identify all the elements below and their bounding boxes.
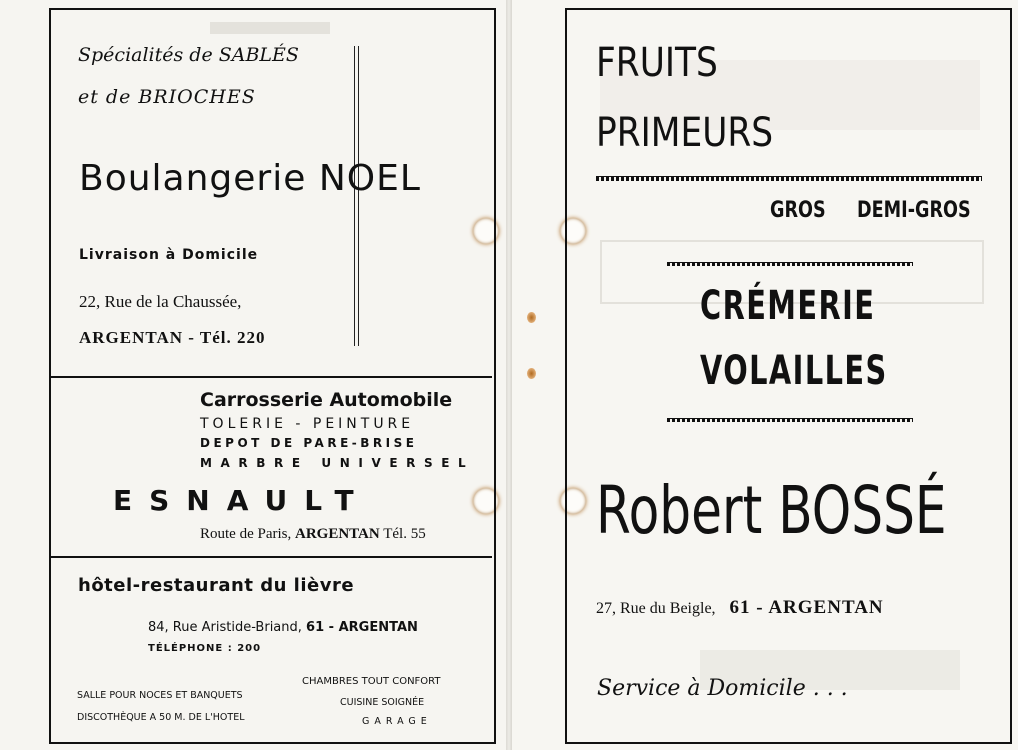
- wavy-divider: [596, 176, 982, 181]
- esnault-marbre-text: MARBRE UNIVERSEL: [200, 456, 475, 470]
- esnault-tolerie-text: TOLERIE - PEINTURE: [200, 416, 415, 432]
- volailles-heading: VOLAILLES: [700, 348, 888, 394]
- demi-gros-text: DEMI-GROS: [857, 198, 971, 223]
- esnault-carrosserie-text: Carrosserie Automobile: [200, 389, 453, 411]
- primeurs-heading: PRIMEURS: [596, 110, 774, 156]
- hotel-garage: GARAGE: [362, 716, 432, 727]
- hotel-cuisine: CUISINE SOIGNÉE: [340, 697, 425, 708]
- esnault-depot-text: DEPOT DE PARE-BRISE: [200, 436, 418, 450]
- hotel-chambres: CHAMBRES TOUT CONFORT: [302, 676, 441, 687]
- esnault-address-city: ARGENTAN: [295, 526, 380, 542]
- esnault-address: [200, 526, 426, 543]
- noel-city-tel: ARGENTAN - Tél. 220: [79, 328, 266, 347]
- fruits-heading: FRUITS: [596, 40, 718, 86]
- rust-stain: [527, 368, 536, 379]
- noel-brioches-text: et de BRIOCHES: [78, 86, 256, 108]
- noel-address: 22, Rue de la Chaussée,: [79, 292, 242, 311]
- hotel-address-prefix: 84, Rue Aristide-Briand,: [148, 620, 302, 635]
- esnault-name: ESNAULT: [113, 484, 371, 517]
- bosse-address: [596, 597, 884, 619]
- esnault-address-prefix: Route de Paris,: [200, 526, 292, 542]
- wavy-divider: [667, 418, 913, 422]
- esnault-address-tel: Tél. 55: [383, 526, 426, 542]
- hotel-address: [148, 620, 418, 635]
- boulangerie-noel-name: Boulangerie NOEL: [79, 158, 421, 199]
- hotel-title: hôtel-restaurant du lièvre: [78, 575, 355, 596]
- robert-bosse-name: Robert BOSSÉ: [596, 472, 947, 549]
- section-divider: [49, 376, 492, 378]
- hotel-phone: TÉLÉPHONE : 200: [148, 643, 262, 654]
- center-fold: [506, 0, 512, 750]
- gros-text: GROS: [770, 198, 826, 223]
- bosse-address-city: 61 - ARGENTAN: [729, 597, 884, 618]
- hotel-address-city: 61 - ARGENTAN: [306, 620, 418, 635]
- noel-specialites-text: Spécialités de SABLÉS: [78, 44, 299, 66]
- hotel-salle: SALLE POUR NOCES ET BANQUETS: [77, 690, 243, 701]
- cremerie-heading: CRÉMERIE: [700, 283, 876, 329]
- noel-livraison-text: Livraison à Domicile: [79, 247, 259, 263]
- hotel-discotheque: DISCOTHÈQUE A 50 M. DE L'HOTEL: [77, 712, 245, 723]
- service-domicile-text: Service à Domicile . . .: [597, 676, 848, 701]
- section-divider: [49, 556, 492, 558]
- bosse-address-prefix: 27, Rue du Beigle,: [596, 600, 716, 617]
- rust-stain: [527, 312, 536, 323]
- wavy-divider: [667, 262, 913, 266]
